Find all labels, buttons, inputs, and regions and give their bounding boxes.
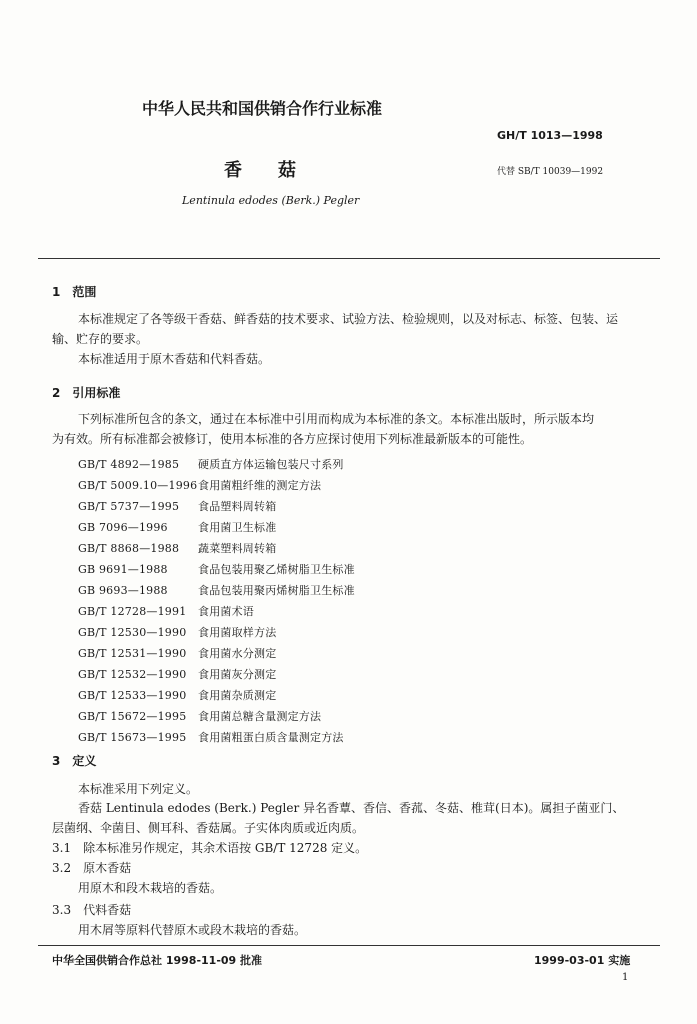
reference-code: GB/T 5737—1995 [78, 500, 180, 513]
reference-item [78, 519, 276, 535]
reference-item [78, 624, 276, 640]
reference-title: 食品塑料周转箱 [198, 500, 277, 513]
org-title: 中华人民共和国供销合作行业标准 [142, 99, 383, 118]
reference-code: GB/T 8868—1988 [78, 542, 180, 555]
reference-title: 食品包装用聚丙烯树脂卫生标准 [198, 584, 355, 597]
section-2-paragraph-b: 为有效。所有标准都会被修订，使用本标准的各方应探讨使用下列标准最新版本的可能性。 [52, 432, 533, 446]
definition-3-2-title: 3.2 原木香菇 [52, 861, 132, 875]
section-1-title: 1 范围 [52, 285, 97, 299]
reference-item [78, 540, 276, 556]
reference-title: 食用菌术语 [198, 605, 254, 618]
section-3-title: 3 定义 [52, 754, 97, 768]
definition-3-2-text: 用原木和段木栽培的香菇。 [78, 881, 223, 895]
effective-date: 1999-03-01 实施 [534, 954, 631, 967]
reference-item [78, 666, 276, 682]
reference-title: 食品包装用聚乙烯树脂卫生标准 [198, 563, 355, 576]
issuer-approval: 中华全国供销合作总社 1998-11-09 批准 [52, 954, 263, 967]
reference-item [78, 561, 355, 577]
reference-title: 硬质直方体运输包装尺寸系列 [198, 458, 344, 471]
section-3-paragraph-1: 本标准采用下列定义。 [78, 782, 199, 796]
footer-rule [38, 945, 660, 946]
reference-title: 食用菌总糖含量测定方法 [198, 710, 322, 723]
reference-code: GB/T 12530—1990 [78, 626, 187, 639]
standard-number: GH/T 1013—1998 [497, 129, 603, 142]
section-2-title: 2 引用标准 [52, 386, 121, 400]
reference-code: GB/T 5009.10—1996 [78, 479, 198, 492]
reference-title: 食用菌粗蛋白质含量测定方法 [198, 731, 344, 744]
reference-title: 食用菌灰分测定 [198, 668, 277, 681]
reference-title: 食用菌水分测定 [198, 647, 277, 660]
page-number: 1 [622, 972, 629, 983]
section-3-paragraph-2a: 香菇 Lentinula edodes (Berk.) Pegler 异名香蕈、香信、香菰、冬菇、椎茸(日本)。属担子菌亚门、 [78, 801, 625, 815]
reference-title: 食用菌杂质测定 [198, 689, 277, 702]
replaces-note: 代替 SB/T 10039—1992 [497, 167, 604, 177]
reference-item [78, 456, 344, 472]
reference-item [78, 477, 321, 493]
reference-item [78, 645, 276, 661]
reference-code: GB 7096—1996 [78, 521, 168, 534]
reference-item [78, 582, 355, 598]
definition-3-3-text: 用木屑等原料代替原木或段木栽培的香菇。 [78, 923, 307, 937]
latin-name: Lentinula edodes (Berk.) Pegler [182, 194, 360, 207]
reference-code: GB/T 12728—1991 [78, 605, 187, 618]
section-3-paragraph-2b: 层菌纲、伞菌目、侧耳科、香菇属。子实体肉质或近肉质。 [52, 821, 365, 835]
reference-item [78, 708, 321, 724]
definition-3-3-title: 3.3 代料香菇 [52, 903, 132, 917]
doc-title: 香 菇 [224, 160, 296, 181]
section-1-paragraph-2: 本标准适用于原木香菇和代料香菇。 [78, 352, 271, 366]
reference-title: 蔬菜塑料周转箱 [198, 542, 277, 555]
reference-code: GB/T 4892—1985 [78, 458, 180, 471]
reference-title: 食用菌取样方法 [198, 626, 277, 639]
section-1-paragraph-1a: 本标准规定了各等级干香菇、鲜香菇的技术要求、试验方法、检验规则，以及对标志、标签、包装、运 [78, 312, 619, 326]
reference-code: GB/T 12533—1990 [78, 689, 187, 702]
reference-item [78, 603, 254, 619]
section-2-paragraph-a: 下列标准所包含的条文，通过在本标准中引用而构成为本标准的条文。本标准出版时，所示版本均 [78, 412, 595, 426]
reference-code: GB/T 12531—1990 [78, 647, 187, 660]
header-rule [38, 258, 660, 259]
reference-code: GB/T 15672—1995 [78, 710, 187, 723]
reference-item [78, 729, 344, 745]
reference-title: 食用菌卫生标准 [198, 521, 277, 534]
reference-title: 食用菌粗纤维的测定方法 [198, 479, 322, 492]
reference-code: GB/T 12532—1990 [78, 668, 187, 681]
reference-code: GB/T 15673—1995 [78, 731, 187, 744]
reference-code: GB 9693—1988 [78, 584, 168, 597]
reference-item [78, 498, 276, 514]
reference-item [78, 687, 276, 703]
reference-code: GB 9691—1988 [78, 563, 168, 576]
section-1-paragraph-1b: 输、贮存的要求。 [52, 332, 149, 346]
definition-3-1: 3.1 除本标准另作规定，其余术语按 GB/T 12728 定义。 [52, 841, 368, 855]
